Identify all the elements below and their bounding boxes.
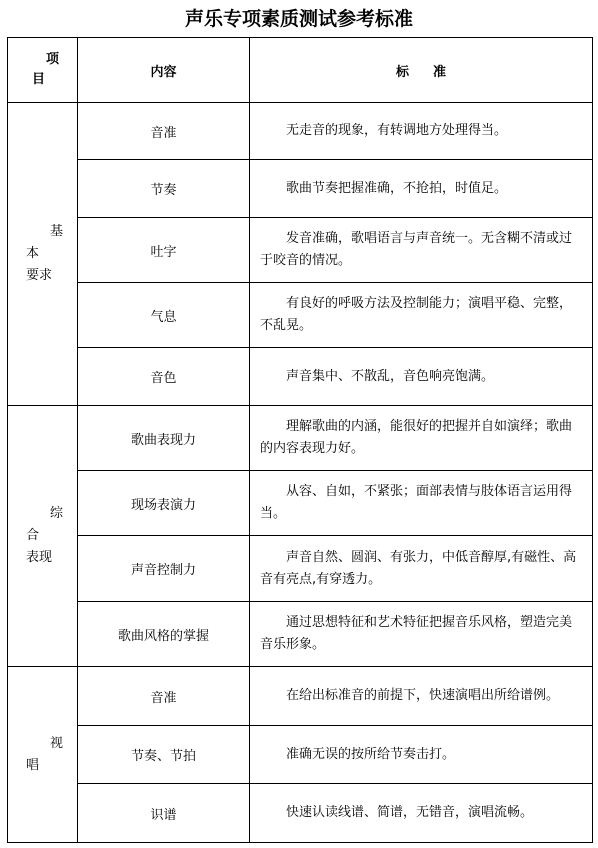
standard-cell: 声音集中、不散乱，音色响亮饱满。 bbox=[250, 348, 593, 406]
standard-cell: 准确无误的按所给节奏击打。 bbox=[250, 726, 593, 784]
table-row bbox=[8, 160, 593, 218]
content-cell: 气息 bbox=[78, 283, 250, 348]
table-row bbox=[8, 406, 593, 471]
table-row bbox=[8, 348, 593, 406]
standard-cell: 无走音的现象，有转调地方处理得当。 bbox=[250, 103, 593, 160]
content-cell: 歌曲表现力 bbox=[78, 406, 250, 471]
table-row bbox=[8, 103, 593, 160]
content-cell: 音准 bbox=[78, 103, 250, 160]
header-item-line1: 项 bbox=[45, 52, 59, 67]
table-row bbox=[8, 283, 593, 348]
table-row bbox=[8, 471, 593, 536]
content-cell: 节奏 bbox=[78, 160, 250, 218]
page-title: 声乐专项素质测试参考标准 bbox=[184, 8, 413, 30]
table-row bbox=[8, 667, 593, 726]
header-item-line2: 目 bbox=[32, 72, 46, 87]
header-standard-a: 标 bbox=[395, 64, 409, 80]
standard-cell: 在给出标准音的前提下，快速演唱出所给谱例。 bbox=[250, 667, 593, 726]
content-cell: 识谱 bbox=[78, 784, 250, 843]
content-cell: 现场表演力 bbox=[78, 471, 250, 536]
header-content-cell: 内容 bbox=[78, 38, 250, 103]
standard-cell: 有良好的呼吸方法及控制能力；演唱平稳、完整，不乱晃。 bbox=[250, 283, 593, 348]
standard-cell: 从容、自如，不紧张；面部表情与肢体语言运用得当。 bbox=[250, 471, 593, 536]
table-row bbox=[8, 218, 593, 283]
standard-cell: 理解歌曲的内涵，能很好的把握并自如演绎；歌曲的内容表现力好。 bbox=[250, 406, 593, 471]
header-item-cell bbox=[8, 38, 78, 103]
table-row bbox=[8, 726, 593, 784]
header-standard-b: 准 bbox=[433, 64, 447, 80]
content-cell: 声音控制力 bbox=[78, 536, 250, 602]
standard-cell: 声音自然、圆润、有张力，中低音醇厚,有磁性、高音有亮点,有穿透力。 bbox=[250, 536, 593, 602]
table-row bbox=[8, 784, 593, 843]
content-cell: 歌曲风格的掌握 bbox=[78, 602, 250, 667]
group-label-basic: 基 本 要求 bbox=[8, 103, 78, 406]
standard-cell: 快速认读线谱、简谱，无错音，演唱流畅。 bbox=[250, 784, 593, 843]
group-label-sight-singing: 视 唱 bbox=[8, 667, 78, 843]
standard-cell: 通过思想特征和艺术特征把握音乐风格，塑造完美音乐形象。 bbox=[250, 602, 593, 667]
header-row bbox=[8, 38, 593, 103]
content-cell: 节奏、节拍 bbox=[78, 726, 250, 784]
content-cell: 音色 bbox=[78, 348, 250, 406]
standard-cell: 发音准确，歌唱语言与声音统一。无含糊不清或过于咬音的情况。 bbox=[250, 218, 593, 283]
group-label-comprehensive: 综 合 表现 bbox=[8, 406, 78, 667]
table-row bbox=[8, 602, 593, 667]
standards-table bbox=[7, 37, 593, 843]
content-cell: 吐字 bbox=[78, 218, 250, 283]
table-row bbox=[8, 536, 593, 602]
content-cell: 音准 bbox=[78, 667, 250, 726]
standard-cell: 歌曲节奏把握准确，不抢拍，时值足。 bbox=[250, 160, 593, 218]
header-standard-cell bbox=[250, 38, 593, 103]
